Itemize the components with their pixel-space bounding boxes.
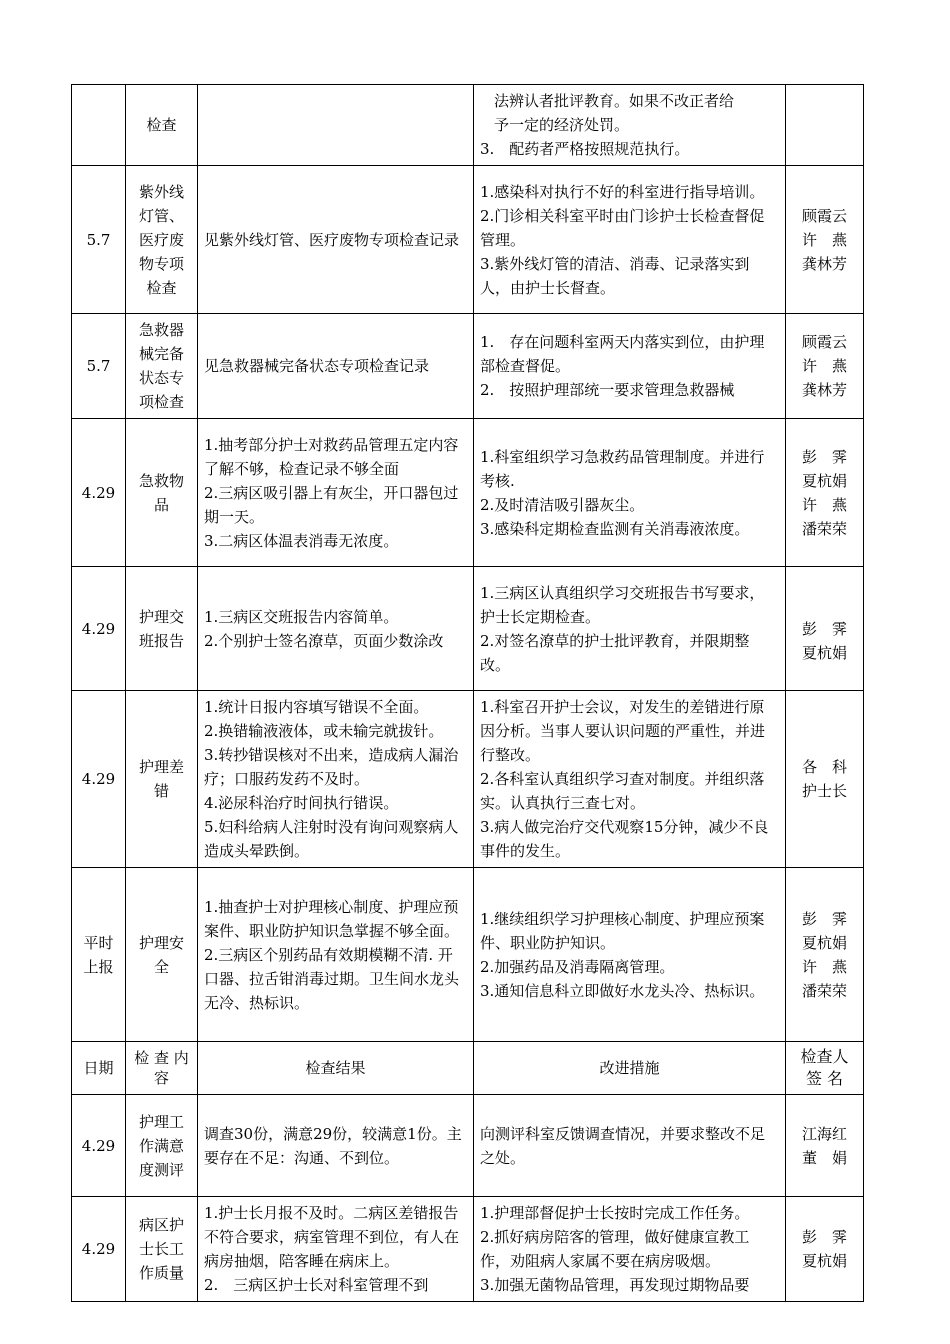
signer-name: 潘荣荣 [801,519,847,538]
item-cell: 急救器械完备状态专项检查 [126,314,198,419]
date-cell: 4.29 [72,419,126,567]
signer-name: 各 科 [801,758,847,776]
signer-name: 夏杭娟 [801,1252,847,1270]
measures-cell [474,868,786,1042]
item-cell: 护理安全 [126,868,198,1042]
result-line: 5.妇科给病人注射时没有询问观察病人造成头晕跌倒。 [204,818,459,860]
measure-line: 予一定的经济处罚。 [494,116,630,134]
measure-line: 向测评科室反馈调查情况，并要求整改不足之处。 [480,1124,766,1167]
result-line: 见紫外线灯管、医疗废物专项检查记录 [204,230,460,249]
date-cell: 平时上报 [72,868,126,1042]
signer-cell [786,1095,864,1197]
measure-line: 1.科室召开护士会议，对发生的差错进行原因分析。当事人要认识问题的严重性，并进行整改。 [480,698,766,764]
signer-cell [786,85,864,166]
measure-line: 2.抓好病房陪客的管理，做好健康宣教工作，劝阻病人家属不要在病房吸烟。 [480,1228,750,1270]
result-line: 1.护士长月报不及时。二病区差错报告不符合要求，病室管理不到位，有人在病房抽烟，陪客睡在病床上。 [204,1204,460,1270]
signer-name: 许 燕 [801,357,847,375]
inspection-table [71,84,864,1302]
table-row [72,419,864,567]
measures-cell [474,567,786,691]
signer-name: 夏杭娟 [801,643,847,662]
measure-line: 1.护理部督促护士长按时完成工作任务。 [480,1204,750,1222]
signer-cell [786,1197,864,1302]
date-cell: 4.29 [72,1197,126,1302]
signer-cell [786,419,864,567]
date-cell: 5.7 [72,314,126,419]
result-line: 2.三病区个别药品有效期模糊不清. 开口器、拉舌钳消毒过期。卫生间水龙头无冷、热标识。 [204,945,460,1012]
item-cell: 检查 [126,85,198,166]
header-result: 检查结果 [198,1042,474,1095]
result-line: 1.抽考部分护士对救药品管理五定内容了解不够，检查记录不够全面 [204,435,459,478]
result-line: 2. 三病区护士长对科室管理不到 [204,1276,429,1294]
result-line: 2.三病区吸引器上有灰尘，开口器包过期一天。 [204,483,459,526]
header-date: 日期 [72,1042,126,1095]
measure-line: 3.病人做完治疗交代观察15分钟，减少不良事件的发生。 [480,818,769,860]
result-cell [198,314,474,419]
signer-name: 顾霞云 [801,333,847,351]
measures-cell [474,419,786,567]
table-row [72,166,864,314]
signer-name: 夏杭娟 [801,933,847,952]
signer-name: 董 娟 [801,1148,847,1167]
date-cell: 4.29 [72,1095,126,1197]
result-cell [198,166,474,314]
measure-line: 2.对签名潦草的护士批评教育，并限期整改。 [480,631,750,674]
measure-line: 2. 按照护理部统一要求管理急救器械 [480,381,735,399]
signer-cell [786,691,864,868]
table-row [72,1095,864,1197]
item-cell: 急救物品 [126,419,198,567]
measure-line: 法辨认者批评教育。如果不改正者给 [494,92,735,110]
signer-name: 彭 霁 [801,619,847,638]
date-cell: 4.29 [72,567,126,691]
signer-name: 彭 霁 [801,1228,847,1246]
result-line: 2.个别护士签名潦草，页面少数涂改 [204,631,444,650]
table-row [72,314,864,419]
measure-line: 3.加强无菌物品管理，再发现过期物品要 [480,1276,750,1294]
result-line: 4.泌尿科治疗时间执行错误。 [204,794,399,812]
measure-line: 2.加强药品及消毒隔离管理。 [480,957,675,976]
measures-cell [474,1197,786,1302]
result-line: 见急救器械完备状态专项检查记录 [204,357,430,375]
result-line: 1.统计日报内容填写错误不全面。 [204,698,429,716]
table-row [72,85,864,166]
measure-line: 1. 存在问题科室两天内落实到位，由护理部检查督促。 [480,333,765,375]
signer-name: 许 燕 [801,957,847,976]
signer-name: 龚林芳 [801,254,847,273]
measure-line: 2.门诊相关科室平时由门诊护士长检查督促管理。 [480,206,765,249]
header-measures: 改进措施 [474,1042,786,1095]
measures-cell [474,691,786,868]
measures-cell [474,85,786,166]
date-cell: 5.7 [72,166,126,314]
result-cell [198,1197,474,1302]
signer-name: 龚林芳 [801,381,847,399]
signer-cell [786,567,864,691]
measure-line: 3.紫外线灯管的清洁、消毒、记录落实到人，由护士长督查。 [480,254,750,297]
signer-name: 江海红 [801,1124,847,1143]
measure-line: 3.感染科定期检查监测有关消毒液浓度。 [480,519,750,538]
header-signer: 检查人 签 名 [786,1042,864,1095]
measure-line: 2.各科室认真组织学习查对制度。并组织落实。认真执行三查七对。 [480,770,765,812]
header-row [72,1042,864,1095]
result-cell [198,868,474,1042]
measures-cell [474,1095,786,1197]
result-line: 1.抽查护士对护理核心制度、护理应预案件、职业防护知识急掌握不够全面。 [204,897,460,940]
table-row [72,567,864,691]
measure-line: 3.通知信息科立即做好水龙头冷、热标识。 [480,981,765,1000]
signer-name: 潘荣荣 [801,981,847,1000]
measure-line: 2.及时清洁吸引器灰尘。 [480,495,645,514]
signer-name: 许 燕 [801,495,847,514]
signer-name: 夏杭娟 [801,471,847,490]
result-cell [198,419,474,567]
signer-name: 护士长 [801,782,847,800]
result-cell [198,567,474,691]
item-cell: 护理交班报告 [126,567,198,691]
result-line: 3.转抄错误核对不出来，造成病人漏治疗；口服药发药不及时。 [204,746,459,788]
item-cell: 护理差错 [126,691,198,868]
item-cell: 紫外线灯管、医疗废物专项检查 [126,166,198,314]
measure-line: 3. 配药者严格按照规范执行。 [480,140,690,158]
signer-name: 彭 霁 [801,909,847,928]
signer-cell [786,166,864,314]
signer-cell [786,314,864,419]
table-row [72,691,864,868]
measure-line: 1.科室组织学习急救药品管理制度。并进行考核. [480,447,765,490]
header-item: 检 查 内 容 [126,1042,198,1095]
result-cell [198,1095,474,1197]
item-cell: 病区护士长工作质量 [126,1197,198,1302]
result-cell [198,691,474,868]
measure-line: 1.感染科对执行不好的科室进行指导培训。 [480,182,765,201]
signer-name: 许 燕 [801,230,847,249]
signer-name: 顾霞云 [801,206,847,225]
result-line: 2.换错输液液体，或未输完就拔针。 [204,722,444,740]
measure-line: 1.继续组织学习护理核心制度、护理应预案件、职业防护知识。 [480,909,765,952]
signer-cell [786,868,864,1042]
measure-line: 1.三病区认真组织学习交班报告书写要求，护士长定期检查。 [480,583,765,626]
result-line: 3.二病区体温表消毒无浓度。 [204,531,399,550]
signer-name: 彭 霁 [801,447,847,466]
date-cell [72,85,126,166]
result-line: 调查30份，满意29份，较满意1份。主要存在不足：沟通、不到位。 [204,1124,462,1167]
measures-cell [474,314,786,419]
table-row [72,1197,864,1302]
result-cell [198,85,474,166]
date-cell: 4.29 [72,691,126,868]
table-row [72,868,864,1042]
item-cell: 护理工作满意度测评 [126,1095,198,1197]
measures-cell [474,166,786,314]
result-line: 1.三病区交班报告内容简单。 [204,607,399,626]
